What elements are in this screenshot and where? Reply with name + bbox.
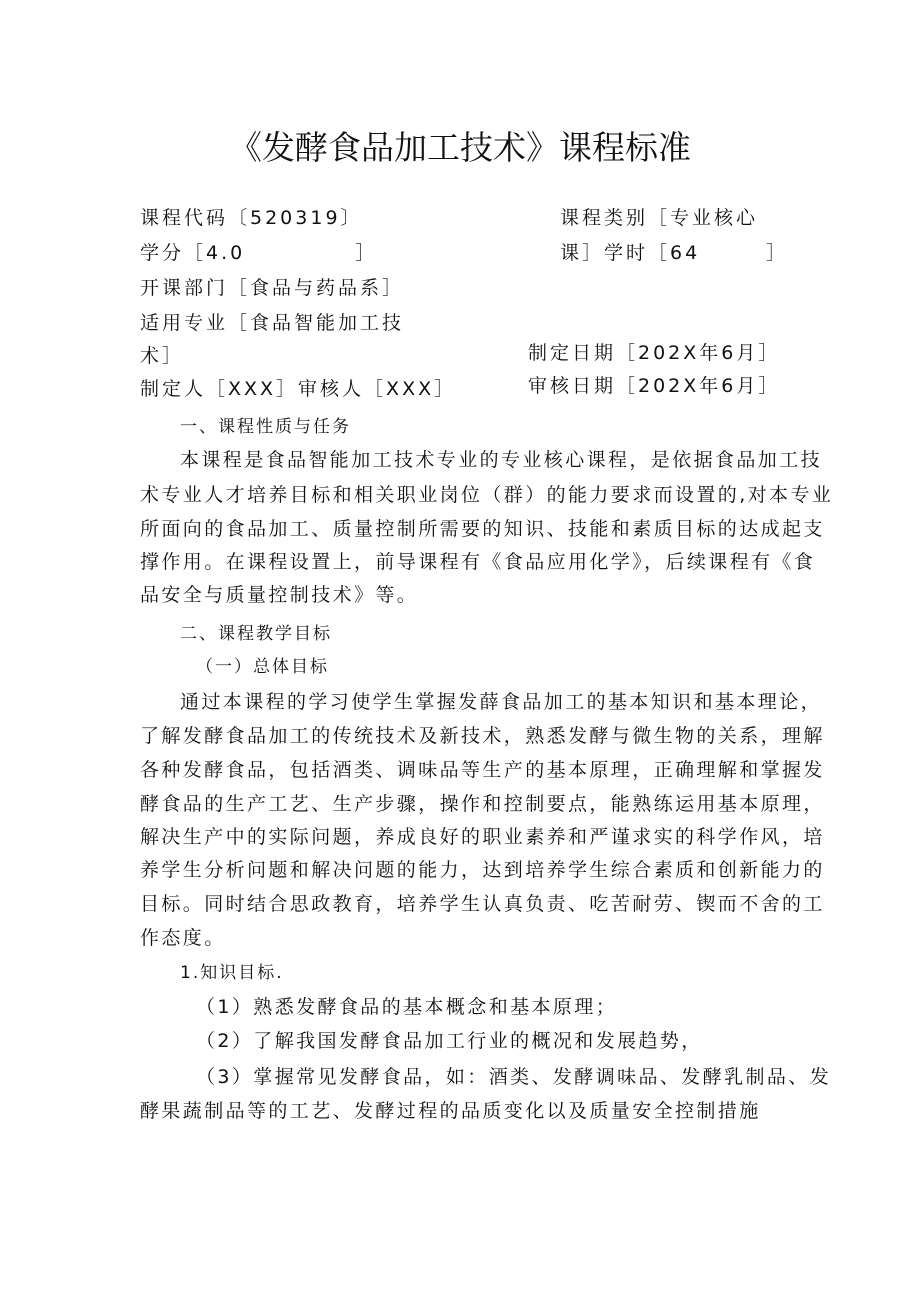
created-date: 制定日期［202X年6月］	[528, 342, 781, 364]
page-title: 《发酵食品加工技术》课程标准	[229, 128, 691, 167]
paragraph-line: 目标。同时结合思政教育，培养学生认真负责、吃苦耐劳、锲而不舍的工	[140, 893, 825, 915]
paragraph-line: 术专业人才培养目标和相关职业岗位（群）的能力要求而设置的,对本专业	[140, 484, 834, 506]
list-item: （2）了解我国发酵食品加工行业的概况和发展趋势，	[196, 1030, 703, 1052]
paragraph-line: 解决生产中的实际问题，养成良好的职业素养和严谨求实的科学作风，培	[140, 826, 825, 848]
credits: 学分［4.0 ］	[140, 242, 378, 264]
course-category: 课程类别［专业核心	[560, 207, 759, 229]
paragraph-line: 作态度。	[140, 927, 226, 949]
paragraph-line: 所面向的食品加工、质量控制所需要的知识、技能和素质目标的达成起支	[140, 518, 825, 540]
list-item: （3）掌握常见发酵食品，如：酒类、发酵调味品、发酵乳制品、发	[196, 1066, 832, 1088]
department: 开课部门［食品与药品系］	[140, 277, 405, 299]
paragraph-line: 了解发酵食品加工的传统技术及新技术，熟悉发酵与微生物的关系，理解	[140, 725, 825, 747]
course-hours: 课］学时［64 ］	[560, 242, 789, 264]
paragraph-line: 通过本课程的学习使学生掌握发薛食品加工的基本知识和基本理论，	[180, 691, 823, 713]
list-item: （1）熟悉发酵食品的基本概念和基本原理；	[196, 996, 618, 1018]
paragraph-line: 各种发酵食品，包括酒类、调味品等生产的基本原理，正确理解和掌握发	[140, 759, 825, 781]
paragraph-line: 品安全与质量控制技术》等。	[140, 584, 419, 606]
paragraph-line: 撑作用。在课程设置上，前导课程有《食品应用化学》，后续课程有《食	[140, 551, 816, 573]
applicable-major-continued: 术］	[140, 345, 185, 367]
section-heading: 一、课程性质与任务	[180, 417, 351, 437]
knowledge-goals-heading: 1.知识目标.	[180, 963, 284, 983]
section-heading: 二、课程教学目标	[180, 624, 332, 644]
paragraph-line: 酵食品的生产工艺、生产步骤，操作和控制要点，能熟练运用基本原理，	[140, 793, 825, 815]
author-reviewer: 制定人［XXX］审核人［XXX］	[140, 378, 457, 400]
applicable-major: 适用专业［食品智能加工技	[140, 312, 405, 334]
course-code: 课程代码〔520319〕	[140, 207, 363, 229]
subsection-heading: （一）总体目标	[196, 657, 329, 677]
list-item-continued: 酵果蔬制品等的工艺、发酵过程的品质变化以及质量安全控制措施	[140, 1100, 761, 1122]
paragraph-line: 养学生分析问题和解决问题的能力，达到培养学生综合素质和创新能力的	[140, 859, 825, 881]
paragraph-line: 本课程是食品智能加工技术专业的专业核心课程，是依据食品加工技	[180, 449, 823, 471]
reviewed-date: 审核日期［202X年6月］	[528, 375, 781, 397]
